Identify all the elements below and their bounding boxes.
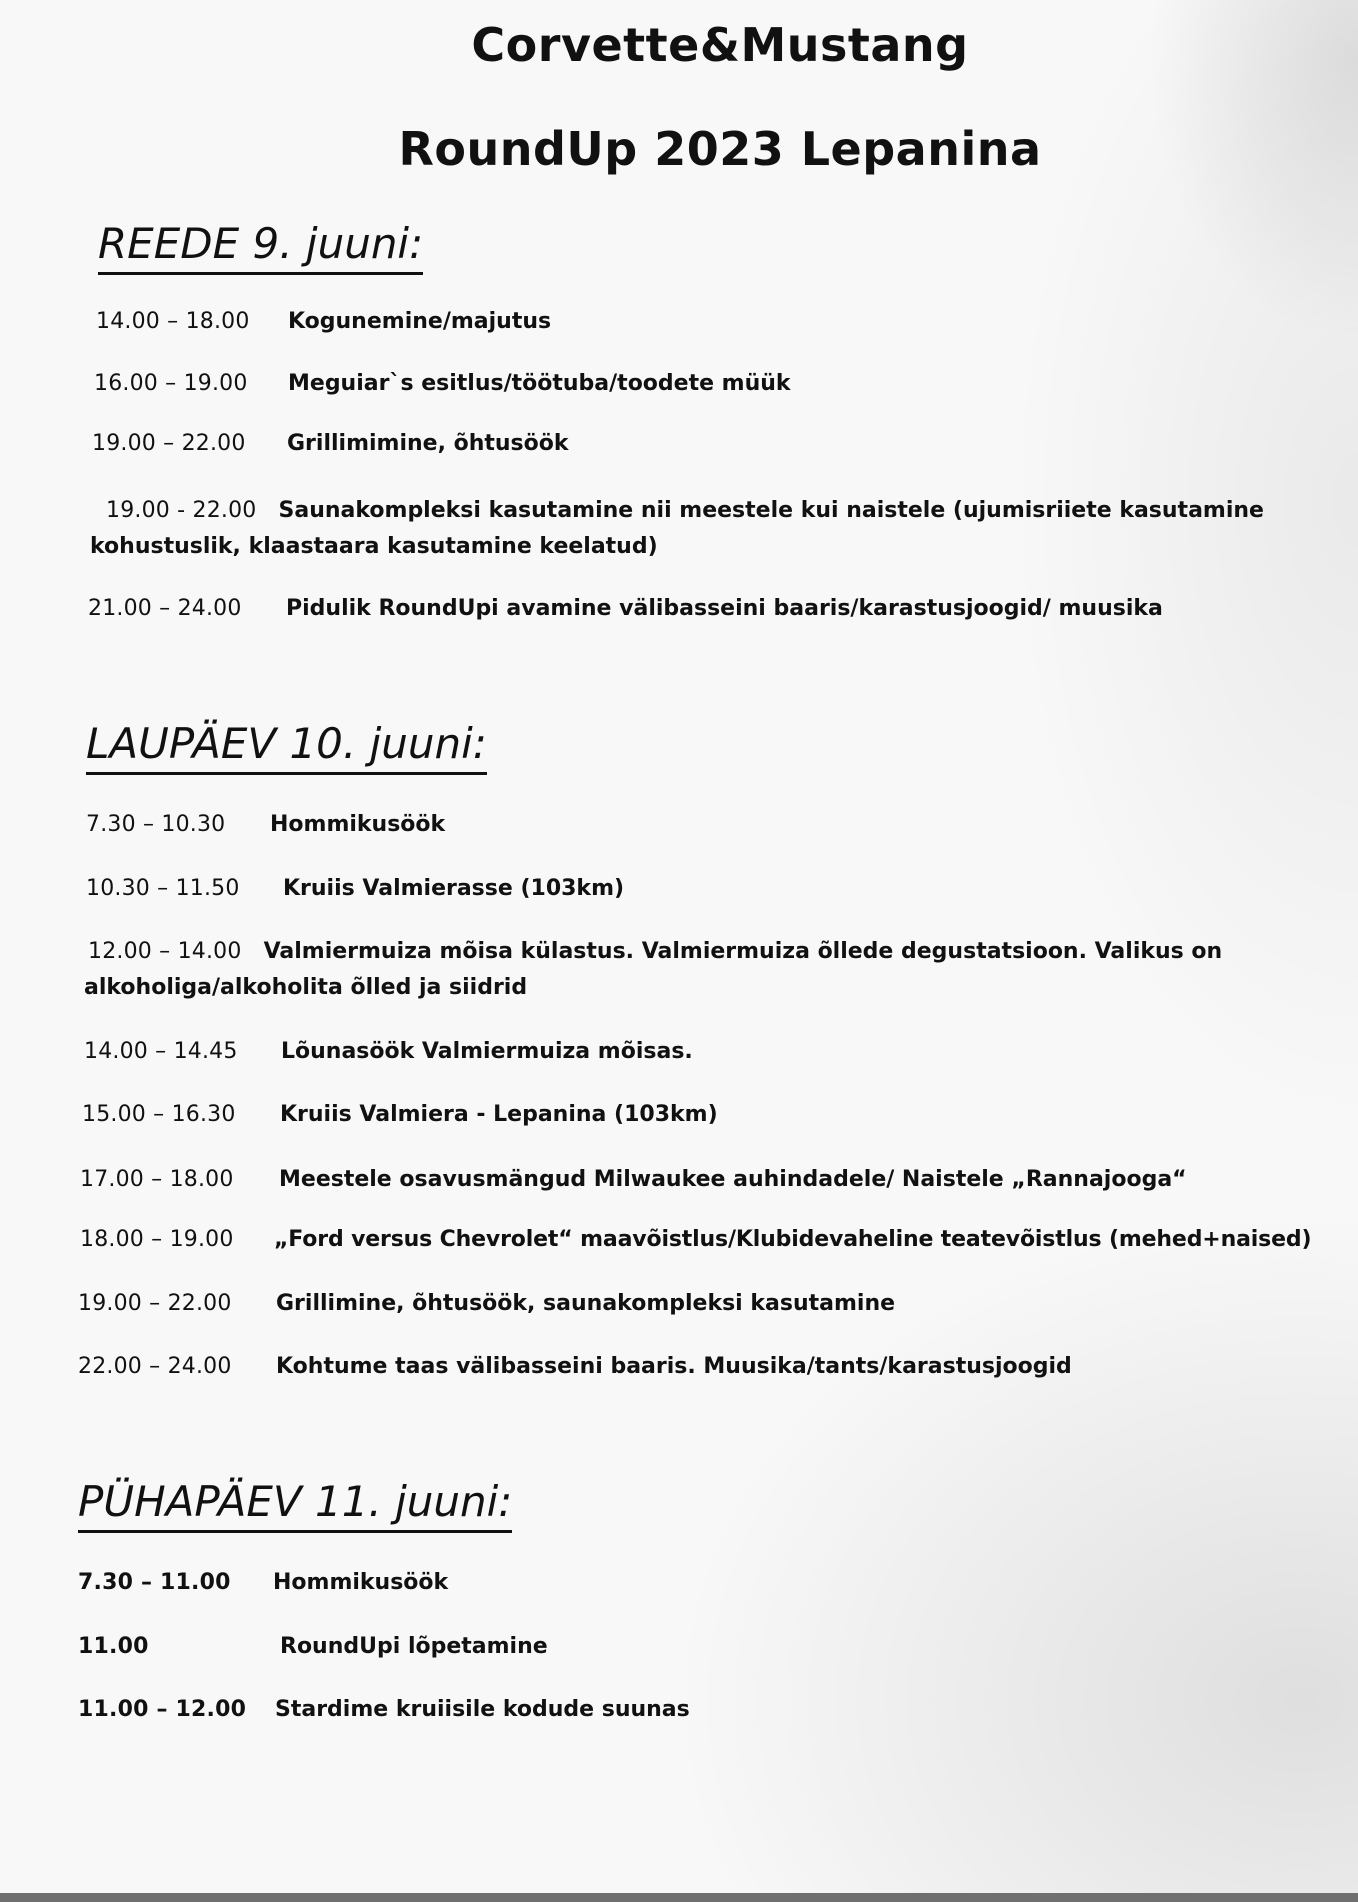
schedule-text: „Ford versus Chevrolet“ maavõistlus/Klubidevaheline teatevõistlus (mehed+naised)	[274, 1227, 1312, 1252]
schedule-time: 16.00 – 19.00	[94, 371, 248, 396]
schedule-text: Kruiis Valmierasse (103km)	[283, 876, 625, 901]
schedule-time: 19.00 – 22.00	[78, 1291, 232, 1316]
schedule-text: RoundUpi lõpetamine	[280, 1634, 548, 1659]
schedule-time: 19.00 – 22.00	[92, 431, 246, 456]
schedule-text: Meguiar`s esitlus/töötuba/toodete müük	[288, 371, 791, 396]
schedule-row	[84, 1034, 693, 1070]
schedule-text: Kohtume taas välibasseini baaris. Muusika/tants/karastusjoogid	[276, 1354, 1072, 1379]
schedule-time: 22.00 – 24.00	[78, 1354, 232, 1379]
schedule-row	[78, 1286, 895, 1322]
schedule-row	[92, 426, 569, 462]
schedule-time: 12.00 – 14.00	[88, 939, 242, 964]
day-heading-friday: REEDE 9. juuni:	[98, 218, 423, 275]
schedule-row	[78, 1565, 448, 1601]
page-title: Corvette&Mustang	[471, 18, 969, 72]
schedule-text: Stardime kruiisile kodude suunas	[275, 1697, 690, 1722]
schedule-time: 7.30 – 10.30	[86, 812, 226, 837]
schedule-time: 10.30 – 11.50	[86, 876, 240, 901]
day-heading-saturday: LAUPÄEV 10. juuni:	[86, 718, 487, 775]
schedule-time: 14.00 – 14.45	[84, 1039, 238, 1064]
schedule-row	[78, 1349, 1072, 1385]
schedule-time: 18.00 – 19.00	[80, 1227, 234, 1252]
page-subtitle: RoundUp 2023 Lepanina	[398, 122, 1042, 176]
schedule-text: Pidulik RoundUpi avamine välibasseini baaris/karastusjoogid/ muusika	[286, 596, 1163, 621]
schedule-time: 11.00	[78, 1634, 149, 1659]
schedule-time: 7.30 – 11.00	[78, 1570, 231, 1595]
schedule-row	[78, 1629, 548, 1665]
schedule-row	[84, 934, 1324, 1006]
schedule-row	[80, 1162, 1187, 1198]
schedule-row	[80, 1222, 1311, 1258]
schedule-row	[86, 871, 624, 907]
schedule-row	[90, 493, 1310, 565]
schedule-row	[96, 304, 551, 340]
schedule-text: Kogunemine/majutus	[288, 309, 552, 334]
schedule-text: Meestele osavusmängud Milwaukee auhindadele/ Naistele „Rannajooga“	[279, 1167, 1187, 1192]
schedule-text: Valmiermuiza mõisa külastus. Valmiermuiza õllede degustatsioon. Valikus on alkoholiga/alkoholita õlled ja siidrid	[84, 939, 1223, 1000]
schedule-time: 14.00 – 18.00	[96, 309, 250, 334]
schedule-text: Hommikusöök	[273, 1570, 449, 1595]
day-heading-sunday: PÜHAPÄEV 11. juuni:	[78, 1476, 512, 1533]
schedule-row	[78, 1692, 690, 1728]
schedule-time: 15.00 – 16.30	[82, 1102, 236, 1127]
schedule-row	[88, 591, 1163, 627]
schedule-time: 21.00 – 24.00	[88, 596, 242, 621]
schedule-text: Grillimimine, õhtusöök	[287, 431, 569, 456]
schedule-row	[94, 366, 791, 402]
schedule-time: 19.00 - 22.00	[106, 498, 257, 523]
schedule-row	[86, 807, 445, 843]
schedule-text: Lõunasöök Valmiermuiza mõisas.	[281, 1039, 693, 1064]
schedule-text: Kruiis Valmiera - Lepanina (103km)	[280, 1102, 718, 1127]
schedule-text: Hommikusöök	[270, 812, 446, 837]
paper-bottom-edge	[0, 1893, 1358, 1902]
schedule-row	[82, 1097, 718, 1133]
schedule-text: Grillimine, õhtusöök, saunakompleksi kasutamine	[276, 1291, 896, 1316]
schedule-time: 11.00 – 12.00	[78, 1697, 247, 1722]
schedule-text: Saunakompleksi kasutamine nii meestele kui naistele (ujumisriiete kasutamine kohustuslik, klaastaara kasutamine keelatud)	[90, 498, 1264, 559]
schedule-time: 17.00 – 18.00	[80, 1167, 234, 1192]
